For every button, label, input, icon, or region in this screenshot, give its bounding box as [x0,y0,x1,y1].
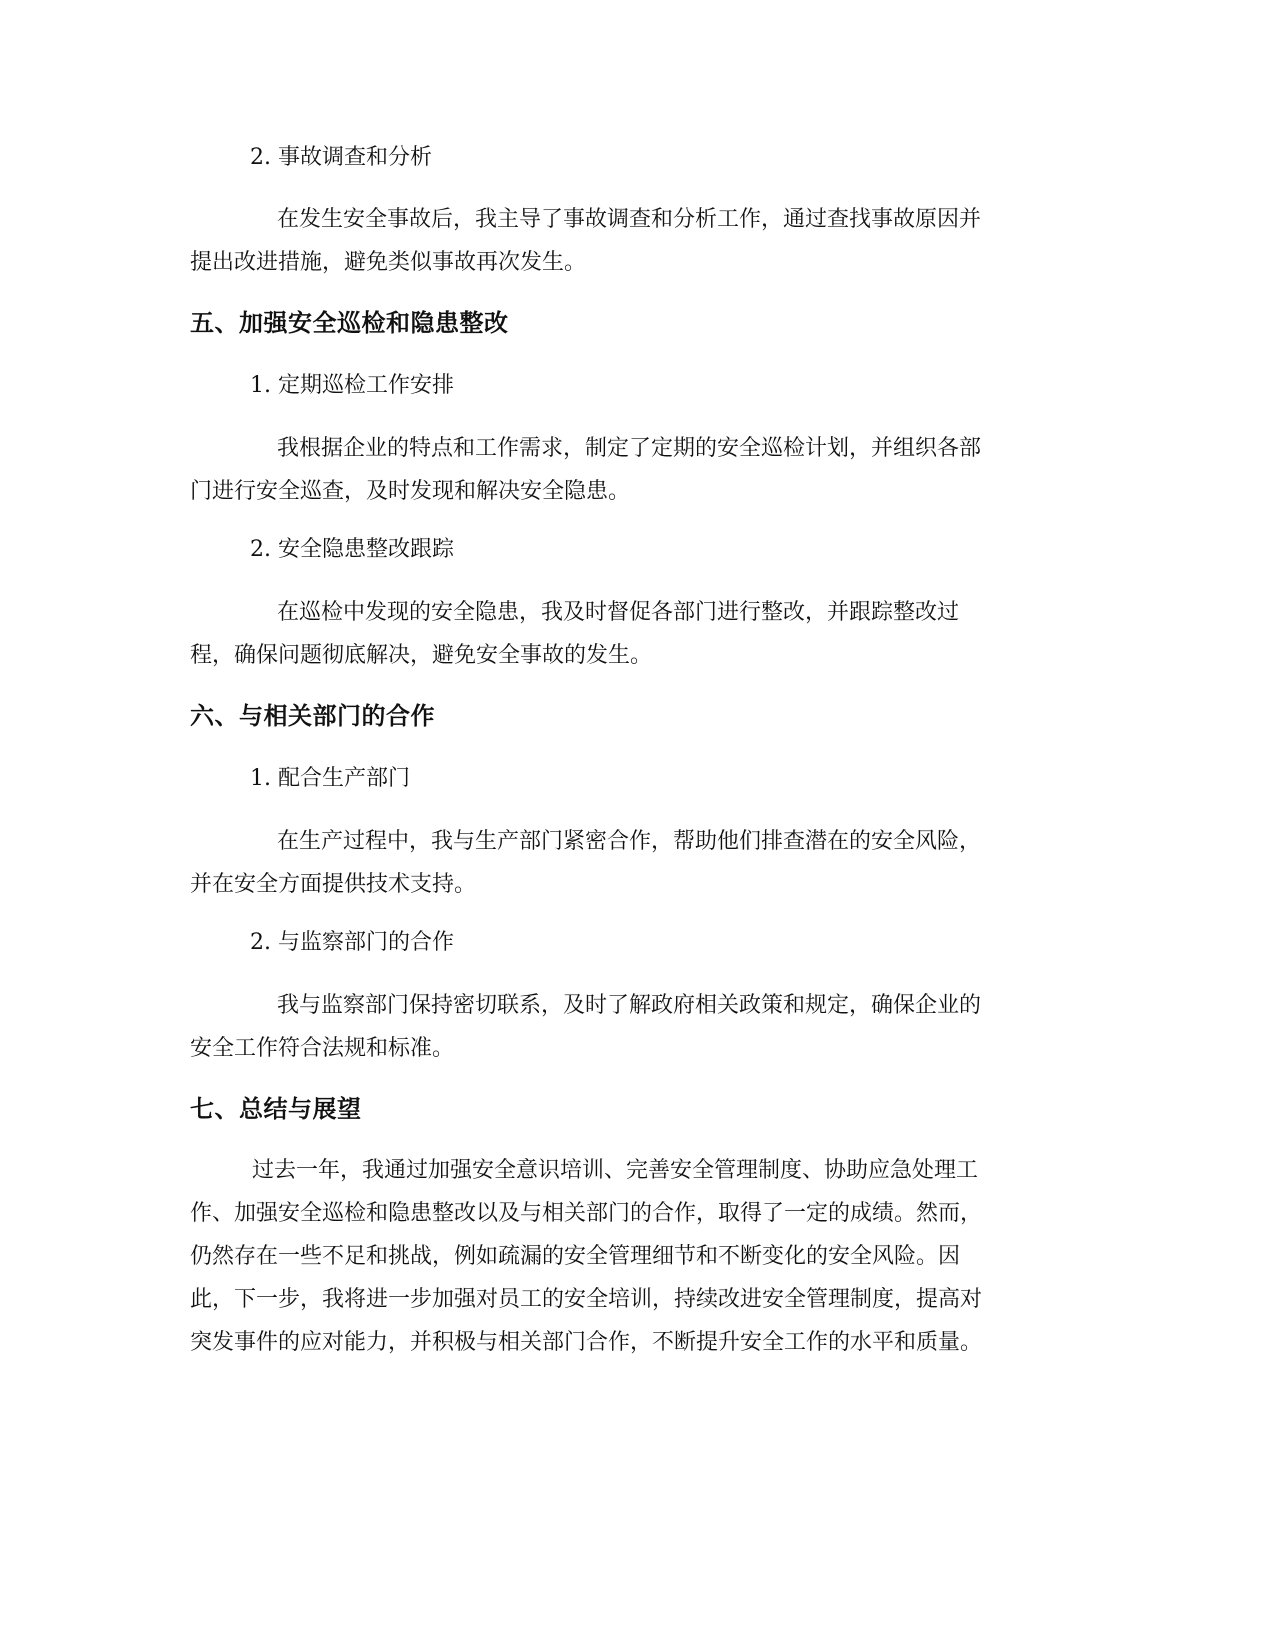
section-heading: 六、与相关部门的合作 [190,702,435,730]
paragraph-line: 作、加强安全巡检和隐患整改以及与相关部门的合作，取得了一定的成绩。然而， [190,1201,983,1226]
subsection-title: 1. 配合生产部门 [250,766,410,791]
summary-paragraph [190,1149,1090,1364]
paragraph-line: 提出改进措施，避免类似事故再次发生。 [190,250,587,275]
paragraph-line: 过去一年，我通过加强安全意识培训、完善安全管理制度、协助应急处理工 [252,1158,979,1183]
paragraph-line: 在发生安全事故后，我主导了事故调查和分析工作，通过查找事故原因并 [277,207,982,232]
subsection-title: 2. 事故调查和分析 [250,145,432,170]
paragraph-line: 我根据企业的特点和工作需求，制定了定期的安全巡检计划，并组织各部 [277,436,982,461]
subsection-title: 2. 与监察部门的合作 [250,930,454,955]
paragraph-line: 并在安全方面提供技术支持。 [190,872,477,897]
paragraph [190,198,1090,284]
paragraph-line: 此，下一步，我将进一步加强对员工的安全培训，持续改进安全管理制度，提高对 [190,1287,983,1312]
paragraph-line: 门进行安全巡查，及时发现和解决安全隐患。 [190,479,631,504]
paragraph [190,591,1090,677]
paragraph [190,820,1090,906]
paragraph-line: 我与监察部门保持密切联系，及时了解政府相关政策和规定，确保企业的 [277,993,982,1018]
subsection-title: 1. 定期巡检工作安排 [250,373,454,398]
paragraph-line: 在巡检中发现的安全隐患，我及时督促各部门进行整改，并跟踪整改过 [277,600,960,625]
paragraph [190,427,1090,513]
section-heading: 七、总结与展望 [190,1095,362,1123]
paragraph-line: 仍然存在一些不足和挑战，例如疏漏的安全管理细节和不断变化的安全风险。因 [190,1244,961,1269]
paragraph-line: 在生产过程中，我与生产部门紧密合作，帮助他们排查潜在的安全风险， [277,829,982,854]
section-heading: 五、加强安全巡检和隐患整改 [190,309,509,337]
paragraph-line: 突发事件的应对能力，并积极与相关部门合作，不断提升安全工作的水平和质量。 [190,1330,983,1355]
paragraph-line: 安全工作符合法规和标准。 [190,1036,455,1061]
subsection-title: 2. 安全隐患整改跟踪 [250,537,454,562]
paragraph-line: 程，确保问题彻底解决，避免安全事故的发生。 [190,643,653,668]
paragraph [190,984,1090,1070]
